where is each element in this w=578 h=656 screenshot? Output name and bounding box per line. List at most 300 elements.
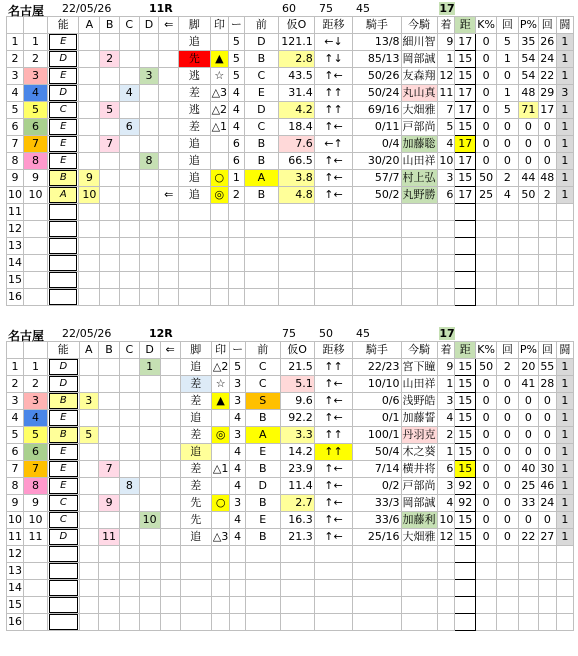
table-row <box>7 359 574 376</box>
distance-move-cell <box>314 255 352 272</box>
mark-cell <box>211 546 229 563</box>
rank-d-cell <box>139 238 159 255</box>
fight-cell: 1 <box>556 393 573 410</box>
column-header: B <box>100 17 120 34</box>
finish-cell: 4 <box>437 136 455 153</box>
distance-move-cell <box>314 614 352 631</box>
rank-c-cell <box>119 289 139 306</box>
rank-b-cell <box>99 478 120 495</box>
style-cell <box>179 272 210 289</box>
column-header <box>7 17 24 34</box>
style-cell <box>180 580 211 597</box>
jockey-stat-cell: 10/10 <box>353 376 401 393</box>
k-percent-cell <box>476 563 497 580</box>
gate-cell: 6 <box>24 119 48 136</box>
prev-cell: B <box>244 187 279 204</box>
k-percent-cell: 0 <box>476 461 497 478</box>
finish-cell: 2 <box>437 427 455 444</box>
finish-cell <box>437 580 455 597</box>
rank-c-cell <box>120 529 140 546</box>
column-header: K% <box>476 17 497 34</box>
style-cell: 追 <box>180 359 211 376</box>
fight-cell: 1 <box>556 478 573 495</box>
odds-cell <box>279 255 315 272</box>
fight-cell: 1 <box>556 427 573 444</box>
table-row <box>7 136 574 153</box>
k-percent-cell <box>476 597 497 614</box>
mark-cell: ○ <box>211 495 229 512</box>
minus-cell <box>230 546 246 563</box>
odds-cell <box>279 221 315 238</box>
distance-move-cell: ↑↑ <box>314 85 352 102</box>
empty-row <box>7 546 574 563</box>
p-percent-cell <box>518 289 538 306</box>
finish-cell: 3 <box>437 170 455 187</box>
rank-b-cell <box>99 563 120 580</box>
odds-cell <box>279 272 315 289</box>
gate-cell <box>24 204 48 221</box>
column-header: K% <box>476 342 497 359</box>
finish-cell <box>437 204 455 221</box>
column-header: D <box>139 342 160 359</box>
row-number: 10 <box>7 187 24 204</box>
column-header: 闘 <box>556 342 573 359</box>
race-12-panel <box>6 327 574 631</box>
fight-cell: 1 <box>556 102 573 119</box>
jockey-stat-cell <box>353 563 401 580</box>
k-percent-cell: 0 <box>476 153 497 170</box>
race-number: 12R <box>149 327 173 340</box>
empty-row <box>7 221 574 238</box>
race-table <box>6 341 574 631</box>
mark-cell <box>211 614 229 631</box>
current-jockey-cell <box>401 272 437 289</box>
rank-d-cell <box>139 187 159 204</box>
k-percent-cell: 0 <box>476 495 497 512</box>
prev-cell: B <box>244 153 279 170</box>
finish-cell: 4 <box>437 410 455 427</box>
gate-cell: 8 <box>24 478 48 495</box>
odds-cell: 4.8 <box>279 187 315 204</box>
ability-cell <box>48 563 79 580</box>
prev-cell <box>245 580 280 597</box>
gate-cell: 5 <box>24 427 48 444</box>
prev-cell: B <box>245 495 280 512</box>
finish-cell: 5 <box>437 119 455 136</box>
arrow-cell <box>160 410 180 427</box>
odds-cell: 92.2 <box>280 410 314 427</box>
row-number: 3 <box>7 68 24 85</box>
count2-cell <box>538 597 556 614</box>
empty-row <box>7 204 574 221</box>
current-jockey-cell: 木之葵 <box>401 444 437 461</box>
rank-c-cell <box>119 153 139 170</box>
rank-d-cell: 10 <box>139 512 160 529</box>
current-jockey-cell: 友森翔 <box>401 68 437 85</box>
rank-d-cell <box>139 444 160 461</box>
mark-cell <box>210 238 228 255</box>
column-header: 回 <box>538 342 556 359</box>
minus-cell <box>229 238 245 255</box>
table-row <box>7 153 574 170</box>
distance-move-cell: ↑← <box>314 119 352 136</box>
mark-cell <box>210 153 228 170</box>
style-cell: 差 <box>180 478 211 495</box>
distance-move-cell <box>314 563 352 580</box>
count2-cell <box>538 221 556 238</box>
count2-cell <box>538 238 556 255</box>
ability-cell: D <box>48 529 79 546</box>
distance-cell <box>455 238 476 255</box>
rank-c-cell <box>119 102 139 119</box>
k-percent-cell: 50 <box>476 170 497 187</box>
rank-b-cell <box>100 153 120 170</box>
rank-d-cell <box>139 529 160 546</box>
style-cell <box>180 546 211 563</box>
rank-b-cell <box>99 359 120 376</box>
distance-cell: 15 <box>455 427 476 444</box>
count2-cell: 0 <box>538 427 556 444</box>
current-jockey-cell <box>401 221 437 238</box>
arrow-cell <box>159 51 179 68</box>
distance-move-cell <box>314 546 352 563</box>
jockey-stat-cell: 50/4 <box>353 444 401 461</box>
gate-cell <box>24 580 48 597</box>
fight-cell: 1 <box>556 495 573 512</box>
row-number: 1 <box>7 359 24 376</box>
rank-a-cell <box>79 136 100 153</box>
count-cell: 1 <box>496 85 518 102</box>
k-percent-cell: 0 <box>476 51 497 68</box>
rank-a-cell <box>79 359 99 376</box>
count-cell: 0 <box>496 119 518 136</box>
distance-cell <box>455 255 476 272</box>
jockey-stat-cell: 0/6 <box>353 393 401 410</box>
gate-cell: 11 <box>24 529 48 546</box>
ability-cell: A <box>48 187 79 204</box>
rank-b-cell <box>100 289 120 306</box>
rank-c-cell <box>120 461 140 478</box>
header-value-3: 45 <box>356 327 370 340</box>
fight-cell: 1 <box>556 444 573 461</box>
rank-c-cell <box>120 512 140 529</box>
current-jockey-cell: 山田祥 <box>401 153 437 170</box>
mark-cell <box>211 597 229 614</box>
column-header: ⇐ <box>160 342 180 359</box>
style-cell <box>179 238 210 255</box>
venue-name: 名古屋 <box>8 329 45 343</box>
gate-cell <box>24 546 48 563</box>
rank-a-cell <box>79 597 99 614</box>
row-number: 11 <box>7 204 24 221</box>
rank-c-cell: 6 <box>119 119 139 136</box>
finish-cell: 1 <box>437 51 455 68</box>
finish-cell: 10 <box>437 512 455 529</box>
row-number: 8 <box>7 478 24 495</box>
column-header: 今騎 <box>401 17 437 34</box>
current-jockey-cell: 宮下瞳 <box>401 359 437 376</box>
distance-move-cell <box>314 580 352 597</box>
rank-a-cell <box>79 478 99 495</box>
mark-cell: ▲ <box>210 51 228 68</box>
arrow-cell <box>160 546 180 563</box>
table-row <box>7 478 574 495</box>
arrow-cell <box>160 359 180 376</box>
jockey-stat-cell: 50/24 <box>353 85 401 102</box>
prev-cell: A <box>245 427 280 444</box>
distance-move-cell: ↑← <box>314 529 352 546</box>
rank-d-cell <box>139 34 159 51</box>
distance-move-cell: ↑↓ <box>314 51 352 68</box>
p-percent-cell: 54 <box>518 51 538 68</box>
rank-d-cell <box>139 597 160 614</box>
count-cell: 0 <box>496 478 518 495</box>
count-cell: 0 <box>496 461 518 478</box>
minus-cell: 4 <box>230 478 246 495</box>
arrow-cell <box>159 102 179 119</box>
p-percent-cell <box>518 597 538 614</box>
minus-cell <box>229 272 245 289</box>
prev-cell: B <box>245 410 280 427</box>
distance-move-cell <box>314 272 352 289</box>
ability-cell: E <box>48 34 79 51</box>
column-header: P% <box>518 17 538 34</box>
mark-cell <box>211 563 229 580</box>
distance-cell: 15 <box>455 359 476 376</box>
count-cell <box>496 255 518 272</box>
count-cell: 2 <box>496 170 518 187</box>
gate-cell: 4 <box>24 410 48 427</box>
column-header: C <box>120 342 140 359</box>
ability-cell <box>48 597 79 614</box>
distance-cell: 15 <box>455 410 476 427</box>
k-percent-cell <box>476 289 497 306</box>
jockey-stat-cell <box>353 580 401 597</box>
p-percent-cell: 44 <box>518 170 538 187</box>
distance-move-cell: ↑← <box>314 376 352 393</box>
rank-c-cell <box>119 272 139 289</box>
count-cell: 0 <box>496 495 518 512</box>
row-number: 7 <box>7 136 24 153</box>
header-row <box>7 17 574 34</box>
rank-c-cell <box>119 170 139 187</box>
p-percent-cell <box>518 580 538 597</box>
rank-b-cell <box>99 512 120 529</box>
prev-cell: E <box>245 444 280 461</box>
rank-a-cell <box>79 376 99 393</box>
distance-cell <box>455 272 476 289</box>
ability-cell <box>48 238 79 255</box>
minus-cell: 4 <box>230 444 246 461</box>
fight-cell <box>556 289 573 306</box>
style-cell: 先 <box>180 512 211 529</box>
odds-cell: 18.4 <box>279 119 315 136</box>
rank-b-cell <box>100 204 120 221</box>
distance-cell: 15 <box>455 170 476 187</box>
minus-cell <box>229 255 245 272</box>
p-percent-cell <box>518 272 538 289</box>
count-cell: 0 <box>496 529 518 546</box>
minus-cell: 4 <box>229 102 245 119</box>
fight-cell: 1 <box>556 51 573 68</box>
row-number: 4 <box>7 85 24 102</box>
jockey-stat-cell: 7/14 <box>353 461 401 478</box>
rank-b-cell <box>99 444 120 461</box>
arrow-cell <box>159 119 179 136</box>
style-cell: 差 <box>179 119 210 136</box>
distance-move-cell: ↑← <box>314 170 352 187</box>
arrow-cell <box>160 529 180 546</box>
prev-cell: E <box>245 512 280 529</box>
mark-cell: ▲ <box>211 393 229 410</box>
p-percent-cell: 40 <box>518 461 538 478</box>
arrow-cell <box>159 170 179 187</box>
rank-d-cell <box>139 204 159 221</box>
count2-cell <box>538 289 556 306</box>
current-jockey-cell: 横井将 <box>401 461 437 478</box>
style-cell: 追 <box>180 410 211 427</box>
odds-cell: 9.6 <box>280 393 314 410</box>
mark-cell <box>210 34 228 51</box>
gate-cell: 2 <box>24 51 48 68</box>
rank-c-cell <box>119 51 139 68</box>
distance-move-cell <box>314 238 352 255</box>
mark-cell: ○ <box>210 170 228 187</box>
arrow-cell <box>159 153 179 170</box>
count-cell <box>496 597 518 614</box>
k-percent-cell <box>476 221 497 238</box>
prev-cell <box>244 289 279 306</box>
p-percent-cell: 0 <box>518 427 538 444</box>
column-header: 前 <box>244 17 279 34</box>
minus-cell: 6 <box>229 136 245 153</box>
rank-d-cell <box>139 102 159 119</box>
rank-d-cell <box>139 427 160 444</box>
distance-cell: 15 <box>455 444 476 461</box>
count-cell <box>496 289 518 306</box>
current-jockey-cell <box>401 546 437 563</box>
current-jockey-cell <box>401 289 437 306</box>
column-header: 回 <box>496 342 518 359</box>
distance-cell: 92 <box>455 495 476 512</box>
current-jockey-cell: 岡部誠 <box>401 495 437 512</box>
finish-cell <box>437 614 455 631</box>
style-cell <box>179 255 210 272</box>
fight-cell: 1 <box>556 359 573 376</box>
row-number: 15 <box>7 597 24 614</box>
rank-a-cell <box>79 85 100 102</box>
distance-move-cell: ↑← <box>314 410 352 427</box>
k-percent-cell: 0 <box>476 393 497 410</box>
distance-cell: 15 <box>455 119 476 136</box>
table-row <box>7 427 574 444</box>
fight-cell <box>556 238 573 255</box>
p-percent-cell: 71 <box>518 102 538 119</box>
current-jockey-cell <box>401 563 437 580</box>
arrow-cell: ⇐ <box>159 187 179 204</box>
arrow-cell <box>160 580 180 597</box>
distance-move-cell: ↑↑ <box>314 102 352 119</box>
minus-cell <box>230 580 246 597</box>
distance-cell <box>455 614 476 631</box>
rank-a-cell <box>79 102 100 119</box>
count-cell <box>496 238 518 255</box>
empty-row <box>7 289 574 306</box>
style-cell: 差 <box>179 85 210 102</box>
ability-cell <box>48 289 79 306</box>
mark-cell <box>210 289 228 306</box>
count-cell <box>496 204 518 221</box>
ability-cell: E <box>48 153 79 170</box>
count2-cell: 0 <box>538 410 556 427</box>
jockey-stat-cell <box>353 255 401 272</box>
arrow-cell <box>159 85 179 102</box>
arrow-cell <box>160 376 180 393</box>
distance-move-cell <box>314 597 352 614</box>
fight-cell: 1 <box>556 136 573 153</box>
fight-cell <box>556 563 573 580</box>
current-jockey-cell: 加藤聡 <box>401 136 437 153</box>
arrow-cell <box>160 461 180 478</box>
distance-cell: 15 <box>455 529 476 546</box>
rank-d-cell <box>139 136 159 153</box>
count-cell: 2 <box>496 359 518 376</box>
row-number: 13 <box>7 563 24 580</box>
rank-a-cell <box>79 461 99 478</box>
count2-cell: 17 <box>538 102 556 119</box>
mark-cell <box>211 444 229 461</box>
current-jockey-cell: 加藤誓 <box>401 410 437 427</box>
style-cell: 先 <box>179 51 210 68</box>
ability-cell: E <box>48 444 79 461</box>
odds-cell: 3.8 <box>279 170 315 187</box>
distance-move-cell: ↑← <box>314 393 352 410</box>
mark-cell <box>210 255 228 272</box>
jockey-stat-cell <box>353 614 401 631</box>
distance-cell: 15 <box>455 376 476 393</box>
ability-cell: D <box>48 85 79 102</box>
current-jockey-cell <box>401 580 437 597</box>
count2-cell: 24 <box>538 495 556 512</box>
arrow-cell <box>159 68 179 85</box>
finish-cell <box>437 238 455 255</box>
table-row <box>7 119 574 136</box>
count-cell: 0 <box>496 444 518 461</box>
column-header: 着 <box>437 342 455 359</box>
column-header <box>24 17 48 34</box>
distance-move-cell: ↑↑ <box>314 359 352 376</box>
gate-cell: 2 <box>24 376 48 393</box>
count2-cell: 24 <box>538 51 556 68</box>
p-percent-cell: 0 <box>518 136 538 153</box>
fight-cell <box>556 255 573 272</box>
current-jockey-cell: 岡部誠 <box>401 51 437 68</box>
mark-cell <box>210 136 228 153</box>
finish-cell: 9 <box>437 359 455 376</box>
count2-cell: 55 <box>538 359 556 376</box>
style-cell: 逃 <box>179 102 210 119</box>
column-header: 回 <box>496 17 518 34</box>
row-number: 12 <box>7 546 24 563</box>
race-header <box>6 2 574 16</box>
count2-cell <box>538 546 556 563</box>
prev-cell <box>245 614 280 631</box>
column-header <box>7 342 24 359</box>
count2-cell <box>538 204 556 221</box>
row-number: 10 <box>7 512 24 529</box>
column-header: 距移 <box>314 342 352 359</box>
k-percent-cell: 0 <box>476 376 497 393</box>
